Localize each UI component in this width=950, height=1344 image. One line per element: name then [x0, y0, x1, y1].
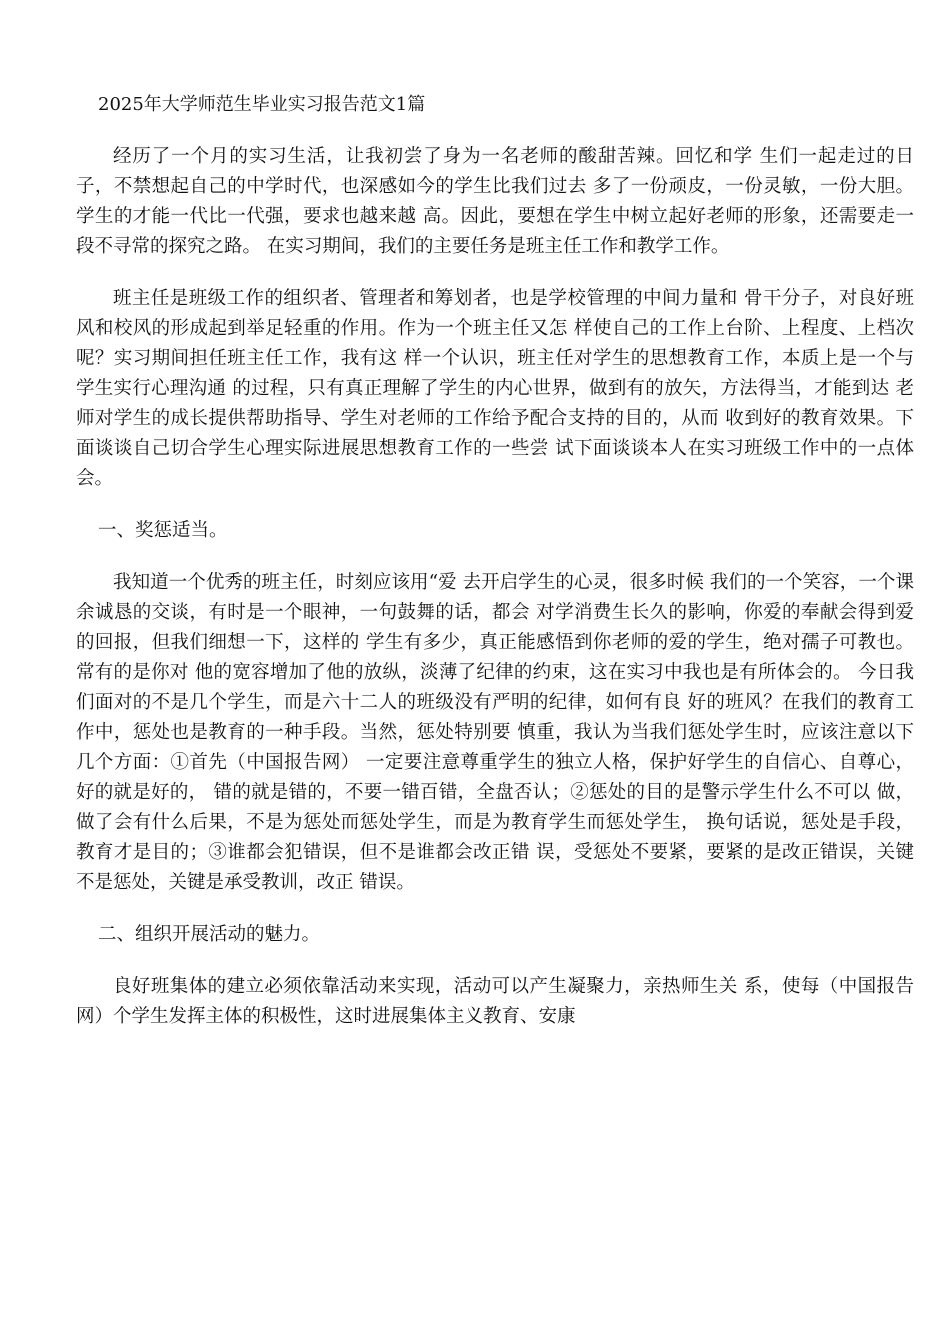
paragraph-reward-punishment: 我知道一个优秀的班主任，时刻应该用“爱 去开启学生的心灵，很多时候 我们的一个笑容，一个课余诚恳的交谈，有时是一个眼神，一句鼓舞的话，都会 对学消费生长久的影响，你爱的奉献会得到爱的回报，但我们细想一下，这样的 学生有多少，真正能感悟到你老师的爱的学生，绝对孺子可教也。常有的是你对 他的宽容增加了他的放纵，淡薄了纪律的约束，这在实习中我也是有所体会的。 今日我们面对的不是几个学生，而是六十二人的班级没有严明的纪律，如何有良 好的班风？在我们的教育工作中，惩处也是教育的一种手段。当然，惩处特别要 慎重，我认为当我们惩处学生时，应该注意以下几个方面：①首先（中国报告网） 一定要注意尊重学生的独立人格，保护好学生的自信心、自尊心，好的就是好的， 错的就是错的，不要一错百错，全盘否认；②惩处的目的是警示学生什么不可以 做，做了会有什么后果，不是为惩处而惩处学生，而是为教育学生而惩处学生， 换句话说，惩处是手段，教育才是目的；③谁都会犯错误，但不是谁都会改正错 误，受惩处不要紧，要紧的是改正错误，关键不是惩处，关键是承受教训，改正 错误。	[76, 572, 914, 893]
paragraph-activities: 良好班集体的建立必须依靠活动来实现，活动可以产生凝聚力，亲热师生关 系，使每（中国报告网）个学生发挥主体的积极性，这时进展集体主义教育、安康	[76, 976, 914, 1027]
paragraph-class-teacher: 班主任是班级工作的组织者、管理者和筹划者，也是学校管理的中间力量和 骨干分子，对良好班风和校风的形成起到举足轻重的作用。作为一个班主任又怎 样使自己的工作上台阶、上程度、上档次呢？实习期间担任班主任工作，我有这 样一个认识，班主任对学生的思想教育工作，本质上是一个与学生实行心理沟通 的过程，只有真正理解了学生的内心世界，做到有的放矢，方法得当，才能到达 老师对学生的成长提供帮助指导、学生对老师的工作给予配合支持的目的，从而 收到好的教育效果。下面谈谈自己切合学生心理实际进展思想教育工作的一些尝 试下面谈谈本人在实习班级工作中的一点体会。	[76, 288, 914, 489]
paragraph-intro: 经历了一个月的实习生活，让我初尝了身为一名老师的酸甜苦辣。回忆和学 生们一起走过的日子，不禁想起自己的中学时代，也深感如今的学生比我们过去 多了一份顽皮，一份灵敏，一份大胆。学生的才能一代比一代强，要求也越来越 高。因此，要想在学生中树立起好老师的形象，还需要走一段不寻常的探究之路。 在实习期间，我们的主要任务是班主任工作和教学工作。	[76, 146, 914, 257]
section-heading-activities: 二、组织开展活动的魅力。	[98, 924, 321, 945]
section-heading-reward-punishment: 一、奖惩适当。	[98, 520, 228, 541]
document-title: 2025年大学师范生毕业实习报告范文1篇	[98, 94, 426, 115]
document-body	[76, 90, 914, 1054]
